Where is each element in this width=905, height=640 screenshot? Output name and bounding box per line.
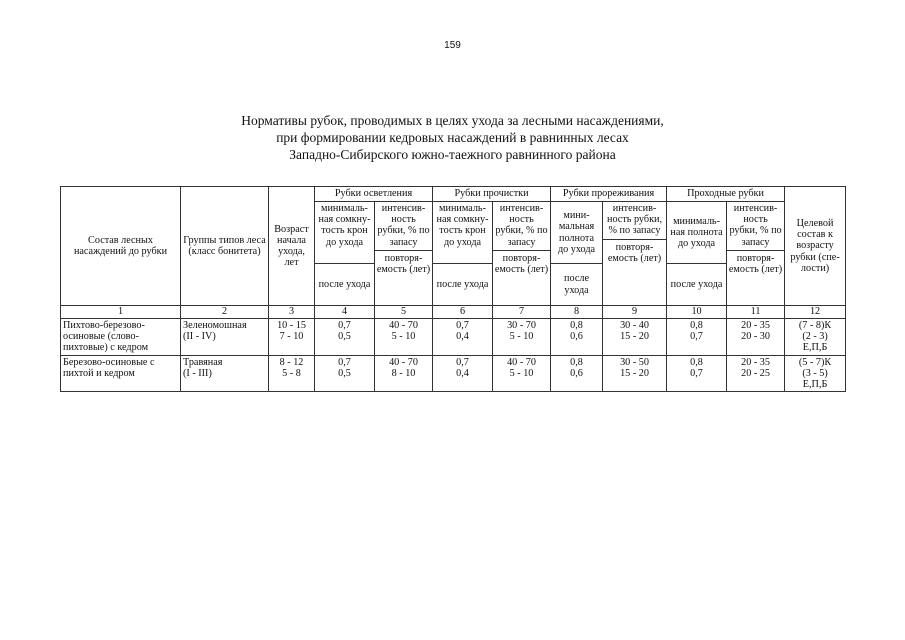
header-intensity-repeat [375, 202, 433, 306]
header-repeat: повторя-емость (лет) [375, 250, 432, 275]
col-number: 2 [181, 306, 269, 319]
header-group-cleaning: Рубки осветления [315, 187, 433, 202]
document-title [0, 112, 905, 163]
header-min-density: мини-мальная полнота до ухода [551, 202, 603, 264]
header-intensity: интенсив-ность рубки, % по запасу [377, 203, 430, 248]
cell-c9: 30 - 50 15 - 20 [603, 355, 667, 392]
col-number: 6 [433, 306, 493, 319]
cell-forest-type: Травяная (I - III) [181, 355, 269, 392]
col-number: 7 [493, 306, 551, 319]
header-intensity-repeat-4 [727, 202, 785, 306]
cell-c11: 20 - 35 20 - 25 [727, 355, 785, 392]
col-number: 11 [727, 306, 785, 319]
header-target: Целевой состав к возрасту рубки (спе-лости) [785, 187, 846, 306]
cell-c10: 0,8 0,7 [667, 319, 727, 356]
col-number: 10 [667, 306, 727, 319]
header-after-4: после ухода [667, 264, 727, 306]
header-min-closure: минималь-ная сомкну-тость крон до ухода [315, 202, 375, 264]
cell-c5: 40 - 70 8 - 10 [375, 355, 433, 392]
header-repeat-3: повторя-емость (лет) [603, 239, 666, 264]
cell-composition: Пихтово-березово-осиновые (слово-пихтовые) с кедром [61, 319, 181, 356]
col-number: 5 [375, 306, 433, 319]
header-repeat-4: повторя-емость (лет) [727, 250, 784, 275]
header-group-clearing: Рубки прочистки [433, 187, 551, 202]
col-number: 9 [603, 306, 667, 319]
norms-table [60, 186, 846, 392]
col-number: 8 [551, 306, 603, 319]
header-age: Возраст начала ухода, лет [269, 187, 315, 306]
cell-forest-type: Зеленомошная (II - IV) [181, 319, 269, 356]
cell-c7: 30 - 70 5 - 10 [493, 319, 551, 356]
col-number: 1 [61, 306, 181, 319]
header-composition: Состав лесных насаждений до рубки [61, 187, 181, 306]
header-group-passage: Проходные рубки [667, 187, 785, 202]
title-line-1: Нормативы рубок, проводимых в целях ухода за лесными насаждениями, [241, 113, 664, 128]
header-group-thinning: Рубки прореживания [551, 187, 667, 202]
header-intensity-4: интенсив-ность рубки, % по запасу [729, 203, 782, 248]
cell-c8: 0,8 0,6 [551, 355, 603, 392]
header-after-2: после ухода [433, 264, 493, 306]
header-intensity-repeat-3 [603, 202, 667, 306]
cell-c10: 0,8 0,7 [667, 355, 727, 392]
cell-c5: 40 - 70 5 - 10 [375, 319, 433, 356]
title-line-2: при формировании кедровых насаждений в равнинных лесах [276, 130, 629, 145]
cell-c4: 0,7 0,5 [315, 319, 375, 356]
header-intensity-3: интенсив-ность рубки, % по запасу [607, 203, 663, 237]
cell-age: 10 - 15 7 - 10 [269, 319, 315, 356]
cell-composition: Березово-осиновые с пихтой и кедром [61, 355, 181, 392]
cell-c4: 0,7 0,5 [315, 355, 375, 392]
header-after-1: после ухода [315, 264, 375, 306]
table-row [61, 319, 846, 356]
cell-c6: 0,7 0,4 [433, 319, 493, 356]
col-number: 4 [315, 306, 375, 319]
header-intensity-2: интенсив-ность рубки, % по запасу [495, 203, 548, 248]
col-number: 3 [269, 306, 315, 319]
table-row [61, 355, 846, 392]
header-forest-type: Группы типов леса (класс бонитета) [181, 187, 269, 306]
page-number: 159 [444, 40, 461, 51]
col-number: 12 [785, 306, 846, 319]
header-after-3: после ухода [551, 264, 603, 306]
header-repeat-2: повторя-емость (лет) [493, 250, 550, 275]
cell-c8: 0,8 0,6 [551, 319, 603, 356]
header-min-closure-2: минималь-ная сомкну-тость крон до ухода [433, 202, 493, 264]
cell-c7: 40 - 70 5 - 10 [493, 355, 551, 392]
cell-target: (5 - 7)К (3 - 5) Е,П,Б [785, 355, 846, 392]
title-line-3: Западно-Сибирского южно-таежного равнинного района [289, 147, 616, 162]
header-intensity-repeat-2 [493, 202, 551, 306]
cell-target: (7 - 8)К (2 - 3) Е,П,Б [785, 319, 846, 356]
header-min-density-2: минималь-ная полнота до ухода [667, 202, 727, 264]
cell-c9: 30 - 40 15 - 20 [603, 319, 667, 356]
column-numbers-row [61, 306, 846, 319]
cell-c11: 20 - 35 20 - 30 [727, 319, 785, 356]
cell-c6: 0,7 0,4 [433, 355, 493, 392]
cell-age: 8 - 12 5 - 8 [269, 355, 315, 392]
